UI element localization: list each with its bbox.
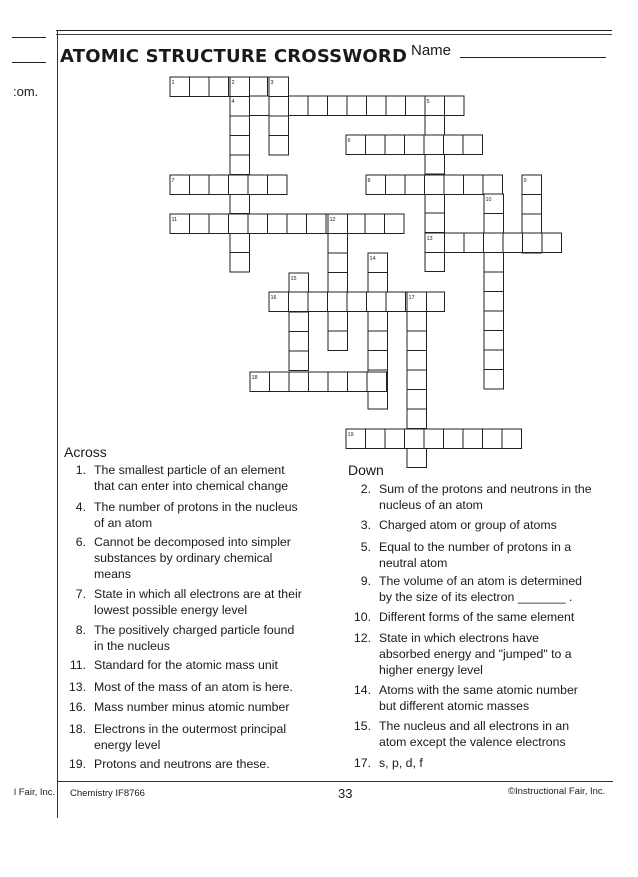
crossword-cell[interactable] — [386, 292, 406, 312]
down-clue-number: 10. — [353, 610, 371, 624]
crossword-cell[interactable] — [190, 214, 210, 234]
down-clue — [349, 609, 609, 625]
down-clue — [349, 517, 609, 533]
crossword-cell[interactable] — [444, 429, 464, 449]
crossword-cell[interactable] — [425, 252, 445, 272]
crossword-cell[interactable] — [346, 214, 366, 234]
crossword-cell[interactable] — [385, 135, 405, 155]
crossword-cell[interactable] — [268, 214, 288, 234]
down-clue-text: Atoms with the same atomic number — [379, 683, 578, 697]
crossword-cell[interactable] — [407, 331, 427, 351]
across-clue-text: energy level — [94, 738, 161, 752]
down-clue-text: Charged atom or group of atoms — [379, 518, 557, 532]
across-clue-number: 18. — [68, 722, 86, 736]
across-clue-number: 4. — [75, 500, 86, 514]
across-clue — [64, 462, 324, 494]
down-clue — [349, 481, 609, 513]
name-label: Name — [411, 42, 452, 59]
across-clue-number: 16. — [68, 700, 86, 714]
down-clue-text: by the size of its electron _______ . — [379, 590, 573, 604]
down-clue-text: but different atomic masses — [379, 699, 530, 713]
across-clue-number: 1. — [75, 463, 86, 477]
crossword-cell[interactable] — [542, 233, 562, 253]
crossword-cell[interactable] — [368, 273, 388, 293]
crossword-cell[interactable] — [484, 331, 504, 351]
crossword-cell[interactable] — [503, 233, 523, 253]
crossword-cell[interactable] — [425, 292, 445, 312]
across-clue — [64, 699, 324, 715]
crossword-cell[interactable] — [366, 135, 386, 155]
crossword-cell[interactable] — [248, 77, 268, 97]
down-clue-text: neutral atom — [379, 556, 448, 570]
down-clue-number: 3. — [360, 518, 371, 532]
down-clue-text: nucleus of an atom — [379, 498, 483, 512]
crossword-cell[interactable] — [230, 194, 250, 214]
crossword-cell[interactable] — [347, 292, 367, 312]
crossword-cell[interactable] — [328, 234, 348, 254]
crossword-cell[interactable] — [328, 292, 348, 312]
crossword-cell[interactable] — [229, 214, 249, 234]
grid-number: 7 — [171, 178, 175, 184]
crossword-cell[interactable] — [287, 214, 307, 234]
across-clue — [64, 721, 324, 753]
crossword-cell[interactable] — [367, 292, 387, 312]
crossword-cell[interactable] — [289, 372, 309, 392]
across-clue-number: 7. — [75, 587, 86, 601]
across-clue-text: Protons and neutrons are these. — [94, 757, 270, 771]
grid-number: 11 — [171, 217, 178, 223]
crossword-cell[interactable] — [425, 175, 445, 195]
crossword-cell[interactable] — [269, 116, 289, 136]
grid-number: 13 — [426, 236, 433, 242]
crossword-cell[interactable] — [250, 96, 270, 116]
across-clue — [64, 534, 324, 582]
down-clue-number: 9. — [360, 574, 371, 588]
crossword-cell[interactable] — [367, 96, 387, 116]
crossword-cell[interactable] — [405, 135, 425, 155]
crossword-cell[interactable] — [269, 136, 289, 156]
across-clue-text: The positively charged particle found — [94, 623, 295, 637]
down-clue-number: 12. — [353, 631, 371, 645]
crossword-cell[interactable] — [230, 233, 250, 253]
crossword-cell[interactable] — [309, 372, 329, 392]
crossword-cell[interactable] — [522, 214, 542, 234]
down-clue — [349, 682, 609, 714]
down-clue-text: higher energy level — [379, 663, 483, 677]
down-clue-text: Different forms of the same element — [379, 610, 575, 624]
across-clue — [64, 622, 324, 654]
crossword-cell[interactable] — [190, 77, 210, 97]
grid-number: 14 — [369, 256, 376, 262]
down-clue — [349, 539, 609, 571]
crossword-cell[interactable] — [484, 370, 504, 390]
grid-number: 1 — [171, 80, 175, 86]
down-clue-number: 17. — [353, 756, 371, 770]
crossword-cell[interactable] — [230, 136, 250, 156]
across-clue-text: Standard for the atomic mass unit — [94, 658, 278, 672]
crossword-cell[interactable] — [523, 233, 543, 253]
footer-rule — [57, 781, 613, 782]
crossword-cell[interactable] — [289, 292, 309, 312]
crossword-cell[interactable] — [386, 96, 406, 116]
margin-text: :om. — [13, 84, 39, 99]
crossword-cell[interactable] — [367, 372, 387, 392]
across-clue — [64, 657, 324, 673]
crossword-cell[interactable] — [289, 332, 309, 352]
across-clue-text: substances by ordinary chemical — [94, 551, 273, 565]
crossword-cell[interactable] — [230, 155, 250, 175]
grid-number: 6 — [347, 138, 351, 144]
crossword-cell[interactable] — [484, 311, 504, 331]
crossword-cell[interactable] — [425, 155, 445, 175]
down-clue-text: State in which electrons have — [379, 631, 539, 645]
across-clue-text: Cannot be decomposed into simpler — [94, 535, 291, 549]
crossword-cell[interactable] — [229, 175, 249, 195]
crossword-cell[interactable] — [368, 312, 388, 332]
crossword-cell[interactable] — [368, 390, 388, 410]
across-clue-number: 13. — [68, 680, 86, 694]
across-clue-text: State in which all electrons are at their — [94, 587, 302, 601]
across-clue-text: Electrons in the outermost principal — [94, 722, 287, 736]
crossword-cell[interactable] — [464, 175, 484, 195]
crossword-cell[interactable] — [248, 214, 268, 234]
crossword-cell[interactable] — [328, 96, 348, 116]
crossword-cell[interactable] — [289, 312, 309, 332]
crossword-cell[interactable] — [444, 135, 464, 155]
crossword-cell[interactable] — [445, 96, 465, 116]
across-clue-text: of an atom — [94, 516, 153, 530]
crossword-cell[interactable] — [484, 350, 504, 370]
down-clue — [349, 630, 609, 678]
crossword-cell[interactable] — [484, 292, 504, 312]
down-clue-text: Equal to the number of protons in a — [379, 540, 572, 554]
down-clue — [349, 718, 609, 750]
grid-number: 12 — [329, 217, 336, 223]
down-clue-text: absorbed energy and "jumped" to a — [379, 647, 572, 661]
crossword-cell[interactable] — [502, 429, 522, 449]
crossword-cell[interactable] — [406, 96, 426, 116]
crossword-cell[interactable] — [424, 429, 444, 449]
down-clue-text: atom except the valence electrons — [379, 735, 566, 749]
down-heading: Down — [348, 462, 384, 478]
crossword-cell[interactable] — [230, 253, 250, 273]
crossword-cell[interactable] — [328, 331, 348, 351]
crossword-cell[interactable] — [385, 214, 405, 234]
footer-code: Chemistry IF8766 — [70, 788, 145, 799]
crossword-cell[interactable] — [328, 372, 348, 392]
crossword-cell[interactable] — [463, 429, 483, 449]
crossword-cell[interactable] — [483, 429, 503, 449]
grid-number: 5 — [426, 99, 430, 105]
down-clue-text: The volume of an atom is determined — [379, 574, 583, 588]
crossword-cell[interactable] — [425, 213, 445, 233]
across-clue — [64, 679, 324, 695]
across-clue-text: that can enter into chemical change — [94, 479, 289, 493]
across-clue — [64, 499, 324, 531]
crossword-cell[interactable] — [307, 214, 327, 234]
page-title: ATOMIC STRUCTURE CROSSWORD — [60, 46, 408, 67]
down-clue-number: 5. — [360, 540, 371, 554]
crossword-cell[interactable] — [407, 351, 427, 371]
grid-number: 18 — [251, 375, 258, 381]
crossword-cell[interactable] — [269, 97, 289, 117]
crossword-cell[interactable] — [328, 273, 348, 293]
down-clue-text: s, p, d, f — [379, 756, 423, 770]
crossword-cell[interactable] — [209, 175, 229, 195]
crossword-cell[interactable] — [385, 429, 405, 449]
crossword-cell[interactable] — [425, 194, 445, 214]
crossword-cell[interactable] — [190, 175, 210, 195]
crossword-cell[interactable] — [483, 175, 503, 195]
grid-number: 17 — [408, 295, 415, 301]
crossword-cell[interactable] — [270, 372, 290, 392]
crossword-cell[interactable] — [444, 175, 464, 195]
crossword-cell[interactable] — [308, 292, 328, 312]
across-clue — [64, 756, 324, 772]
crossword-cell[interactable] — [407, 370, 427, 390]
crossword-cell[interactable] — [248, 175, 268, 195]
across-clue-number: 8. — [75, 623, 86, 637]
crossword-cell[interactable] — [484, 253, 504, 273]
footer-margin-text: l Fair, Inc. — [14, 787, 56, 798]
grid-number: 15 — [290, 276, 297, 282]
across-clue-number: 19. — [68, 757, 86, 771]
grid-number: 4 — [231, 99, 235, 105]
grid-number: 2 — [231, 80, 235, 86]
down-clue-number: 2. — [360, 482, 371, 496]
grid-number: 9 — [523, 178, 527, 184]
crossword-cell[interactable] — [209, 77, 229, 97]
across-clue-text: The smallest particle of an element — [94, 463, 285, 477]
grid-number: 3 — [270, 80, 274, 86]
crossword-cell[interactable] — [209, 214, 229, 234]
crossword-cell[interactable] — [407, 390, 427, 410]
across-clue-text: Most of the mass of an atom is here. — [94, 680, 293, 694]
crossword-cell[interactable] — [268, 175, 288, 195]
crossword-cell[interactable] — [386, 175, 406, 195]
grid-number: 19 — [347, 432, 354, 438]
crossword-cell[interactable] — [445, 233, 465, 253]
across-heading: Across — [64, 444, 107, 460]
footer-copyright: ©Instructional Fair, Inc. — [508, 786, 606, 797]
across-clue-text: lowest possible energy level — [94, 603, 248, 617]
across-clue-text: in the nucleus — [94, 639, 170, 653]
crossword-cell[interactable] — [365, 214, 385, 234]
crossword-cell[interactable] — [348, 372, 368, 392]
crossword-cell[interactable] — [484, 233, 504, 253]
across-clue-text: The number of protons in the nucleus — [94, 500, 298, 514]
crossword-cell[interactable] — [464, 233, 484, 253]
crossword-cell[interactable] — [405, 429, 425, 449]
across-clue-text: Mass number minus atomic number — [94, 700, 290, 714]
crossword-cell[interactable] — [405, 175, 425, 195]
crossword-cell[interactable] — [407, 312, 427, 332]
down-clue-text: The nucleus and all electrons in an — [379, 719, 570, 733]
across-clue-number: 6. — [75, 535, 86, 549]
crossword-cell[interactable] — [407, 409, 427, 429]
crossword-cell[interactable] — [289, 351, 309, 371]
page-number: 33 — [338, 786, 353, 801]
crossword-cell[interactable] — [328, 312, 348, 332]
crossword-cell[interactable] — [463, 135, 483, 155]
crossword-cell[interactable] — [368, 331, 388, 351]
crossword-cell[interactable] — [425, 116, 445, 136]
crossword-cell[interactable] — [522, 195, 542, 215]
crossword-cell[interactable] — [424, 135, 444, 155]
crossword-cell[interactable] — [308, 96, 328, 116]
crossword-cell[interactable] — [347, 96, 367, 116]
crossword-cell[interactable] — [366, 429, 386, 449]
crossword-cell[interactable] — [368, 351, 388, 371]
across-clue — [64, 586, 324, 618]
crossword-cell[interactable] — [289, 96, 309, 116]
grid-number: 8 — [367, 178, 371, 184]
crossword-cell[interactable] — [230, 116, 250, 136]
down-clue — [349, 755, 609, 771]
crossword-cell[interactable] — [407, 448, 427, 468]
down-clue-text: Sum of the protons and neutrons in the — [379, 482, 592, 496]
across-clue-number: 11. — [69, 658, 86, 672]
down-clue-number: 15. — [353, 719, 371, 733]
crossword-cell[interactable] — [484, 214, 504, 234]
across-clue-text: means — [94, 567, 131, 581]
down-clue-number: 14. — [353, 683, 371, 697]
crossword-cell[interactable] — [484, 272, 504, 292]
crossword-cell[interactable] — [328, 253, 348, 273]
grid-number: 16 — [270, 295, 277, 301]
grid-number: 10 — [485, 197, 492, 203]
down-clue — [349, 573, 609, 605]
